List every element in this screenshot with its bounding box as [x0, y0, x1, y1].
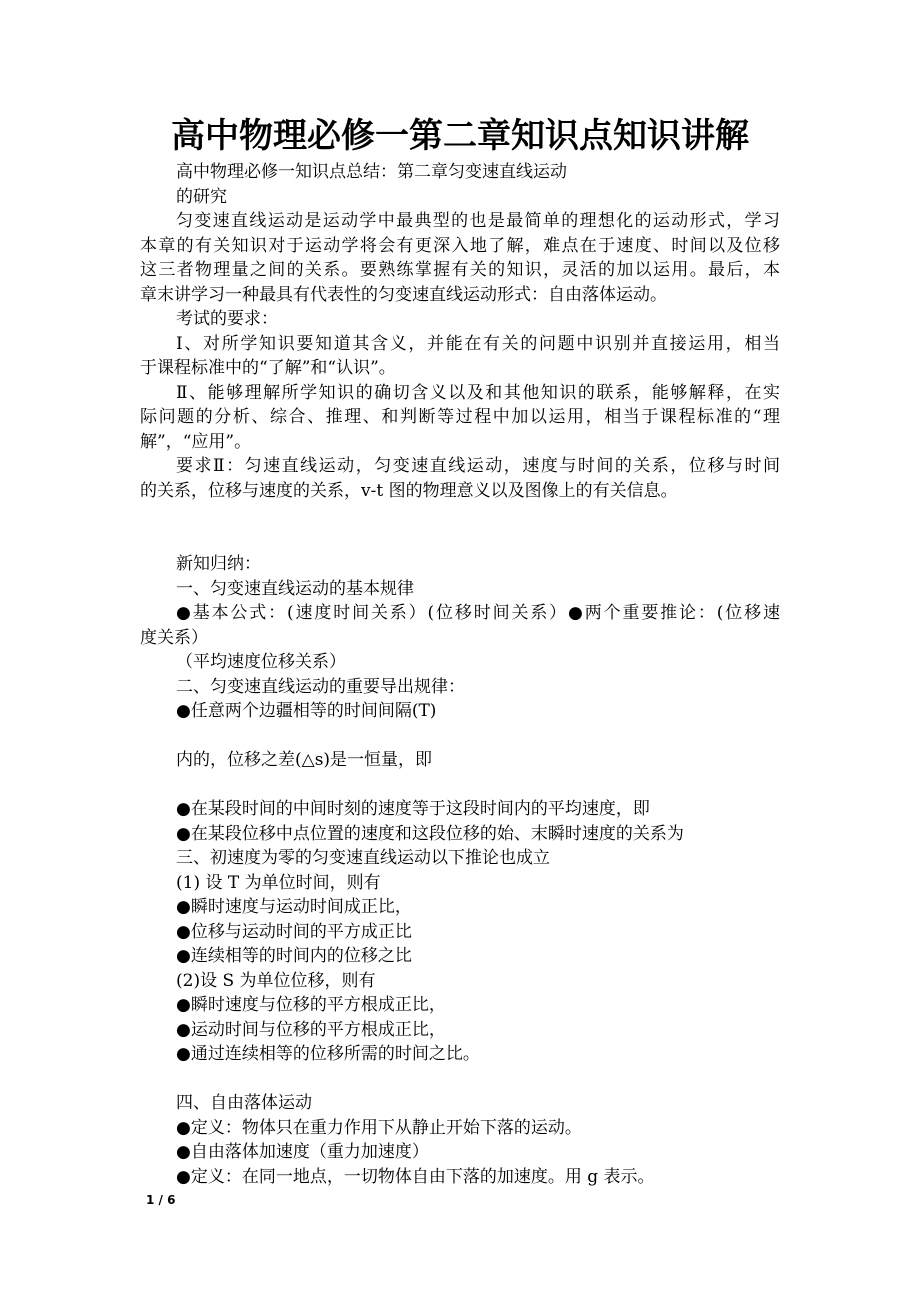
- intro-line: 章末讲学习一种最具有代表性的匀变速直线运动形式：自由落体运动。: [140, 284, 667, 305]
- requirement-line: Ⅱ、能够理解所学知识的确切含义以及和其他知识的联系，能够解释，在实: [176, 382, 780, 403]
- section-heading: 四、自由落体运动: [176, 1093, 312, 1113]
- requirement-line: 的关系，位移与速度的关系，v-t 图的物理意义以及图像上的有关信息。: [140, 480, 678, 501]
- bullet-item: ●在某段位移中点位置的速度和这段位移的始、末瞬时速度的关系为: [176, 823, 684, 844]
- bullet-item: ●定义：物体只在重力作用下从静止开始下落的运动。: [176, 1117, 582, 1138]
- bullet-item: ●定义：在同一地点，一切物体自由下落的加速度。用 g 表示。: [176, 1166, 655, 1187]
- formula-line: （平均速度位移关系）: [176, 652, 346, 672]
- requirement-line: 际问题的分析、综合、推理、和判断等过程中加以运用，相当于课程标准的“理: [140, 407, 780, 427]
- bullet-item: ●自由落体加速度（重力加速度）: [176, 1142, 429, 1162]
- intro-line: 匀变速直线运动是运动学中最典型的也是最简单的理想化的运动形式，学习: [176, 211, 780, 231]
- bullet-item: ●位移与运动时间的平方成正比: [176, 921, 412, 942]
- formula-line: 度关系）: [140, 627, 208, 648]
- requirement-line: 要求Ⅱ：匀速直线运动，匀变速直线运动，速度与时间的关系，位移与时间: [176, 456, 780, 476]
- document-title: 高中物理必修一第二章知识点知识讲解: [171, 116, 749, 156]
- new-knowledge-heading: 新知归纳：: [176, 554, 261, 574]
- formula-line: ●基本公式：(速度时间关系）(位移时间关系）●两个重要推论：(位移速: [176, 603, 780, 623]
- bullet-item: ●通过连续相等的位移所需的时间之比。: [176, 1044, 480, 1064]
- bullet-item: ●运动时间与位移的平方根成正比，: [176, 1019, 446, 1040]
- requirement-line: Ⅰ、对所学知识要知道其含义，并能在有关的问题中识别并直接运用，相当: [176, 333, 780, 354]
- bullet-item: ●连续相等的时间内的位移之比: [176, 946, 412, 966]
- document-body: [140, 160, 780, 1189]
- section-heading: 二、匀变速直线运动的重要导出规律：: [176, 676, 465, 697]
- section-heading: 一、匀变速直线运动的基本规律: [176, 578, 414, 599]
- intro-line: 本章的有关知识对于运动学将会有更深入地了解，难点在于速度、时间以及位移: [140, 235, 780, 256]
- subtitle-line: 的研究: [176, 186, 227, 207]
- requirement-line: 解”，“应用”。: [140, 431, 252, 452]
- sub-item: (2)设 S 为单位位移，则有: [176, 970, 376, 991]
- bullet-item: ●瞬时速度与运动时间成正比，: [176, 897, 412, 917]
- subtitle-line: 高中物理必修一知识点总结：第二章匀变速直线运动: [176, 162, 567, 182]
- bullet-item: ●在某段时间的中间时刻的速度等于这段时间内的平均速度，即: [176, 799, 650, 819]
- bullet-continuation: 内的，位移之差(△s)是一恒量，即: [176, 750, 433, 770]
- section-heading: 三、初速度为零的匀变速直线运动以下推论也成立: [176, 848, 550, 868]
- sub-item: (1) 设 T 为单位时间，则有: [176, 872, 381, 893]
- page-number: 1 / 6: [146, 1193, 176, 1207]
- bullet-item: ●瞬时速度与位移的平方根成正比，: [176, 995, 446, 1015]
- intro-line: 这三者物理量之间的关系。要熟练掌握有关的知识，灵活的加以运用。最后，本: [140, 260, 780, 280]
- bullet-item: ●任意两个边疆相等的时间间隔(T): [176, 701, 437, 721]
- exam-heading: 考试的要求：: [176, 309, 278, 329]
- requirement-line: 于课程标准中的“了解”和“认识”。: [140, 358, 396, 378]
